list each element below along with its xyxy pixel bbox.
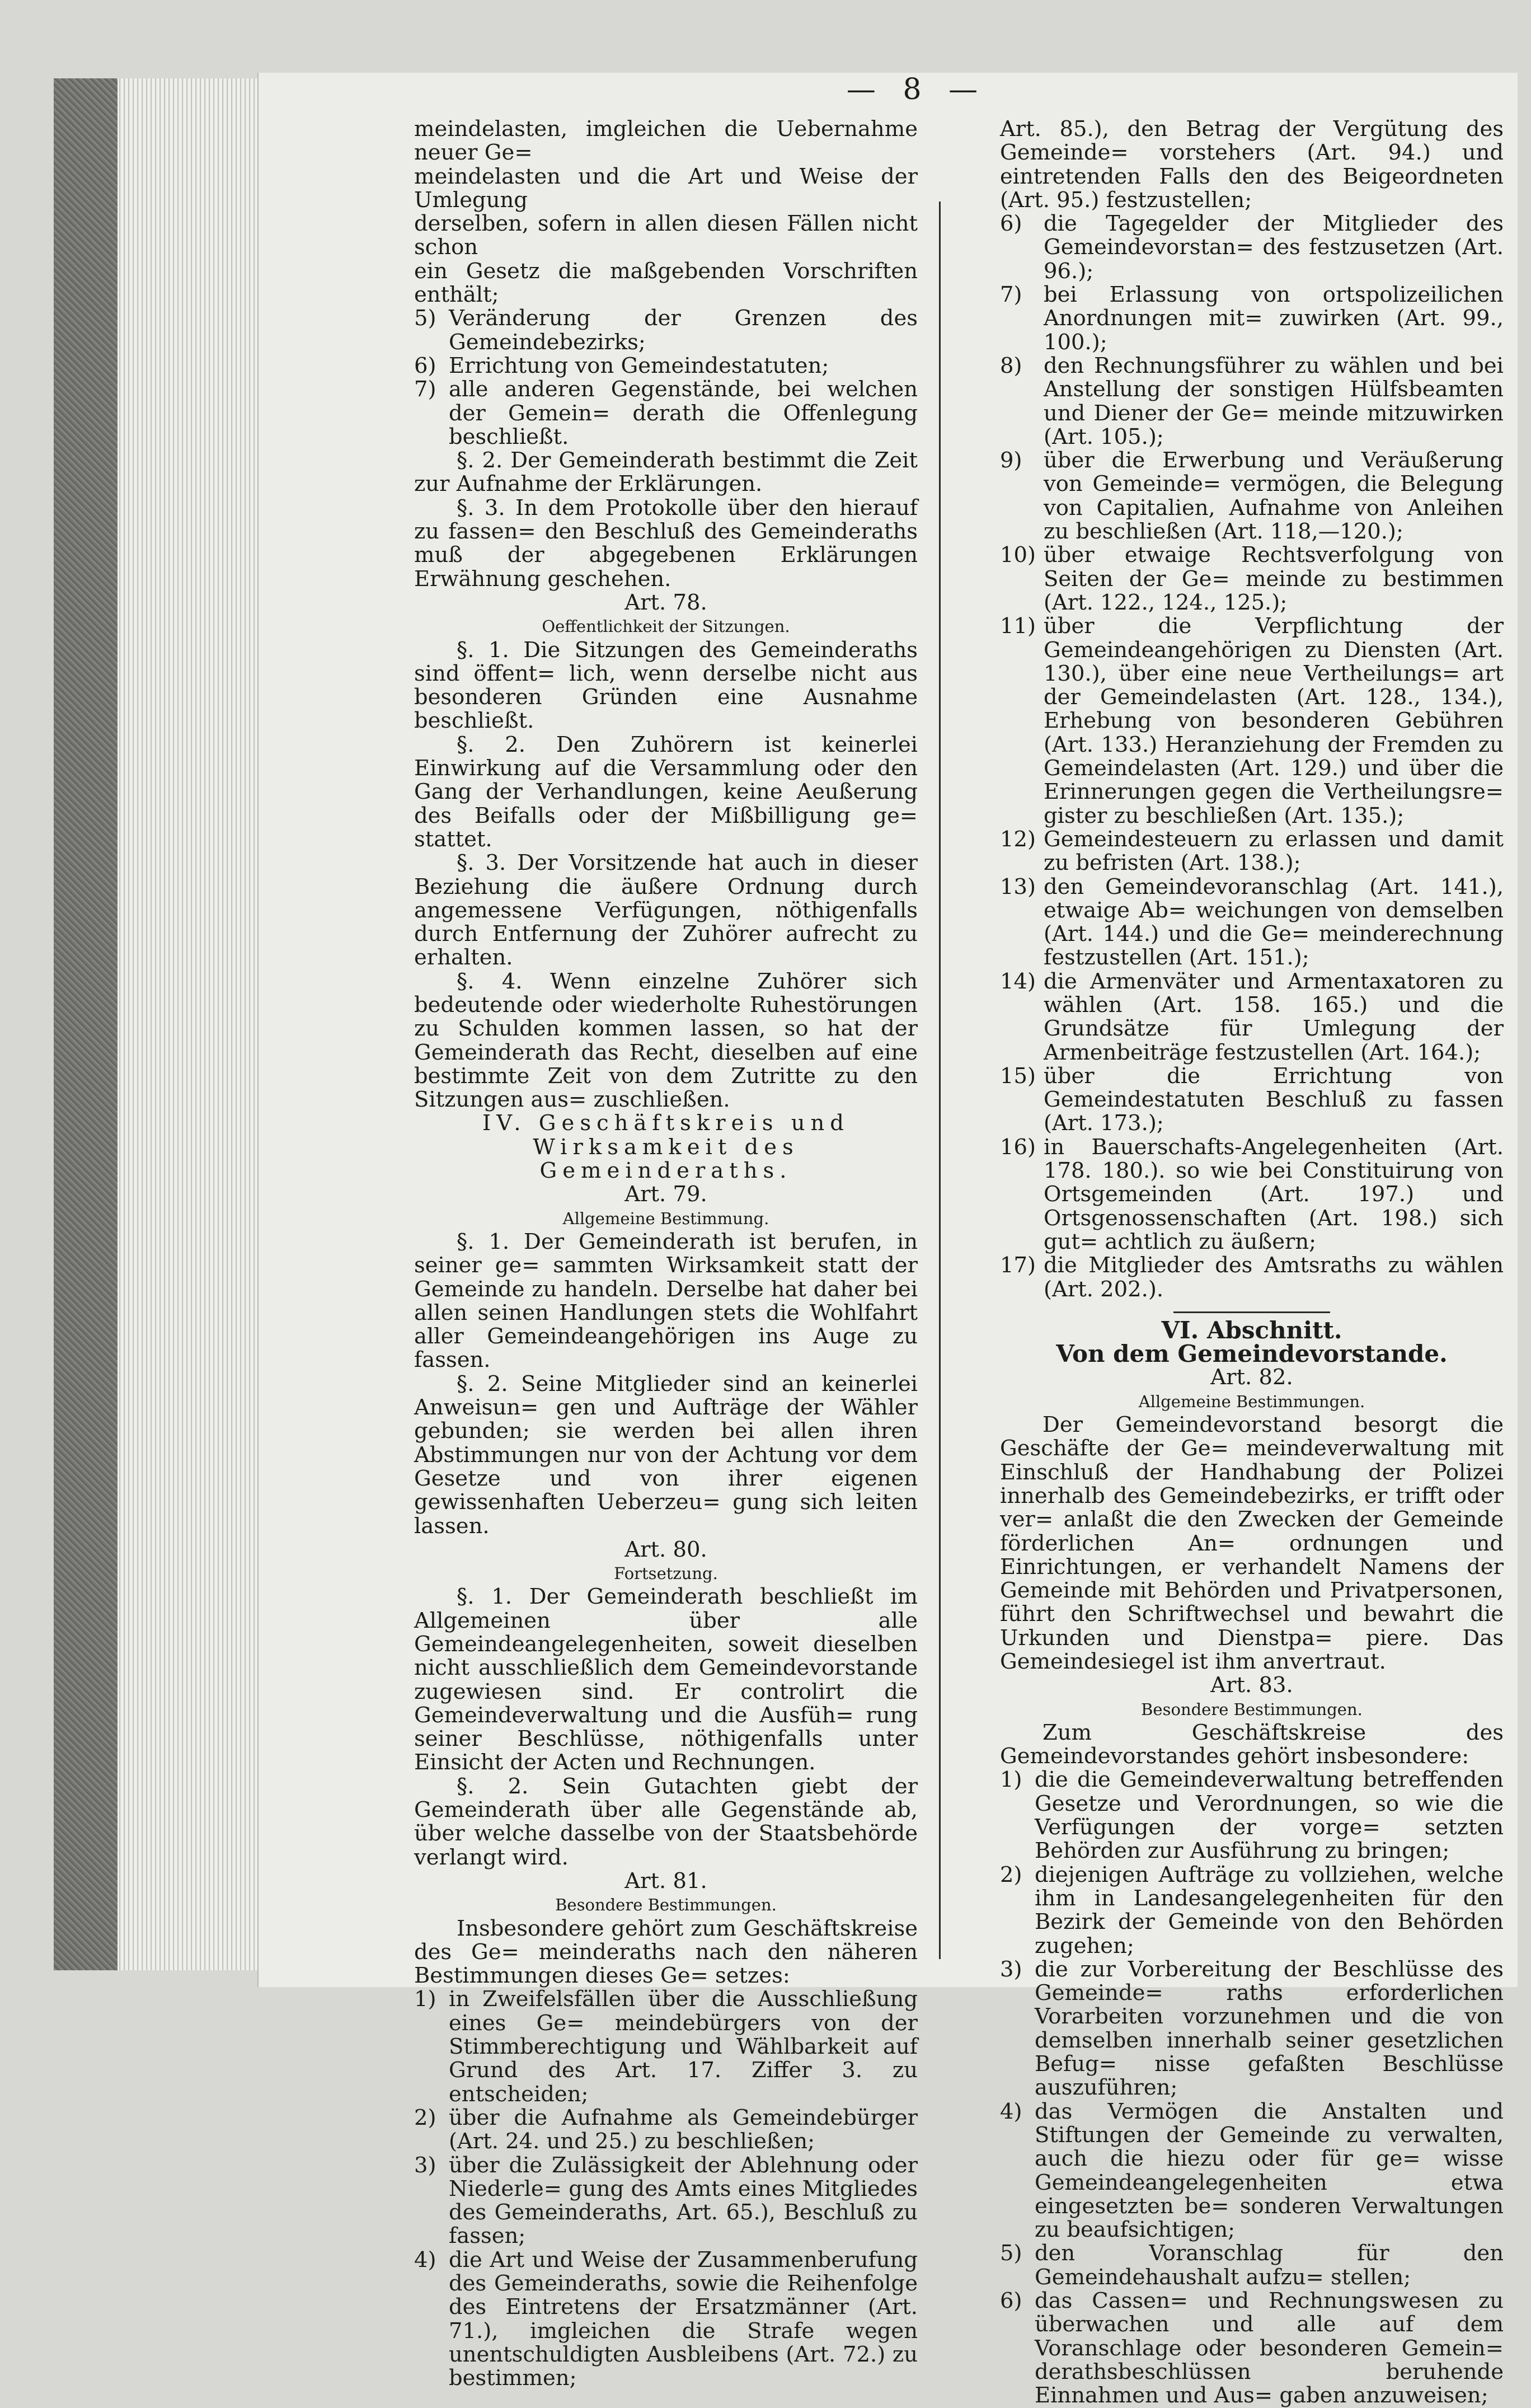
paragraph: §. 2. Der Gemeinderath bestimmt die Zeit zur Aufnahme der Erklärungen. [414, 448, 918, 497]
paragraph: §. 4. Wenn einzelne Zuhörer sich bedeutende oder wiederholte Ruhestörungen zu Schulden kommen lassen, so hat der Gemeinderath das Recht, dieselben auf eine bestimmte Zeit von dem Zutritte zu den Sitzungen aus= zuschließen. [414, 968, 918, 1113]
item-number: 8) [1000, 353, 1022, 378]
list-item [1000, 1863, 1504, 1958]
item-text: das Cassen= und Rechnungswesen zu überwachen und alle auf dem Voranschlage oder besonderen Gemein= derathsbeschlüssen beruhende Einnahmen und Aus= gaben anzuweisen; [1035, 2288, 1504, 2408]
list-item [414, 378, 918, 449]
item-text: über etwaige Rechtsverfolgung von Seiten der Ge= meinde zu bestimmen (Art. 122., 124., 125.); [1044, 542, 1504, 615]
item-text: Errichtung von Gemeindestatuten; [449, 353, 829, 378]
list-item [414, 2106, 918, 2154]
item-text: bei Erlassung von ortspolizeilichen Anordnungen mit= zuwirken (Art. 99., 100.); [1044, 282, 1504, 355]
item-text: den Voranschlag für den Gemeindehaushalt aufzu= stellen; [1035, 2241, 1504, 2290]
list-item [1000, 354, 1504, 449]
list-item [1000, 1958, 1504, 2100]
item-number: 4) [414, 2247, 436, 2273]
list-item [1000, 970, 1504, 1065]
item-text: die Armenväter und Armentaxatoren zu wählen (Art. 158. 165.) und die Grundsätze für Umlegung der Armenbeiträge festzustellen (Art. 164.); [1044, 968, 1504, 1065]
item-number: 2) [414, 2105, 436, 2130]
item-text: über die Zulässigkeit der Ablehnung oder Niederle= gung des Amts eines Mitgliedes des Gemeinderaths, Art. 65.), Beschluß zu fassen; [449, 2152, 918, 2249]
text-line: meindelasten, imgleichen die Uebernahme neuer Ge= [414, 116, 918, 166]
item-number: 3) [1000, 1956, 1022, 1982]
item-number: 16) [1000, 1134, 1036, 1160]
text-line: ein Gesetz die maßgebenden Vorschriften enthält; [414, 258, 918, 308]
list-item [1000, 1768, 1504, 1863]
article-heading: Art. 82. [1210, 1365, 1293, 1390]
article-subheading: Fortsetzung. [614, 1564, 718, 1584]
item-text: die die Gemeindeverwaltung betreffenden Gesetze und Verordnungen, so wie die Verfügungen der vorge= setzten Behörden zur Ausführung zu bringen; [1035, 1767, 1504, 1864]
paragraph: Zum Geschäftskreise des Gemeindevorstandes gehört insbesondere: [1000, 1720, 1504, 1769]
item-number: 6) [414, 353, 436, 378]
section-title: Von dem Gemeindevorstande. [1056, 1340, 1448, 1368]
paragraph: §. 3. Der Vorsitzende hat auch in dieser Beziehung die äußere Ordnung durch angemessene Verfügungen, nöthigenfalls durch Entfernung der Zuhörer aufrecht zu erhalten. [414, 850, 918, 971]
item-number: 3) [414, 2152, 436, 2178]
page-number: — 8 — [846, 73, 987, 106]
book-spine [54, 78, 122, 1970]
list-item [1000, 1254, 1504, 1301]
item-text: in Zweifelsfällen über die Ausschließung eines Ge= meindebürgers von der Stimmberechtigung und Wählbarkeit auf Grund des Art. 17. Ziffer 3. zu entscheiden; [449, 1987, 918, 2107]
item-number: 14) [1000, 968, 1036, 994]
list-item [414, 2248, 918, 2391]
paragraph: §. 1. Der Gemeinderath ist berufen, in seiner ge= sammten Wirksamkeit statt der Gemeinde zu handeln. Derselbe hat daher bei allen seinen Handlungen stets die Wohlfahrt aller Gemeindeangehörigen ins Auge zu fassen. [414, 1229, 918, 1373]
item-text: über die Verpflichtung der Gemeindeangehörigen zu Diensten (Art. 130.), über eine neue Vertheilungs= art der Gemeindelasten (Art. 128., 134.), Erhebung von besonderen Gebühren (Art. 133.) Heranziehung der Fremden zu Gemeindelasten (Art. 129.) und über die Erinnerungen gegen die Vertheilungsre= gister zu beschließen (Art. 135.); [1044, 613, 1504, 828]
list-item [1000, 449, 1504, 544]
paragraph: §. 1. Die Sitzungen des Gemeinderaths sind öffent= lich, wenn derselbe nicht aus besonderen Gründen eine Ausnahme beschließt. [414, 637, 918, 734]
section-heading: VI. Abschnitt. [1161, 1316, 1342, 1344]
item-text: den Rechnungsführer zu wählen und bei Anstellung der sonstigen Hülfsbeamten und Diener der Ge= meinde mitzuwirken (Art. 105.); [1044, 353, 1504, 449]
item-text: den Gemeindevoranschlag (Art. 141.), etwaige Ab= weichungen von demselben (Art. 144.) und die Ge= meinderechnung festzustellen (Art. 151.); [1044, 874, 1504, 971]
paragraph: Art. 85.), den Betrag der Vergütung des Gemeinde= vorstehers (Art. 94.) und eintretenden Falls den des Beigeordneten (Art. 95.) festzustellen; [1000, 116, 1504, 213]
item-number: 15) [1000, 1063, 1036, 1089]
item-text: die zur Vorbereitung der Beschlüsse des Gemeinde= raths erforderlichen Vorarbeiten vorzunehmen und die von demselben innerhalb seiner gesetzlichen Befug= nisse gefaßten Beschlüsse auszuführen; [1035, 1956, 1504, 2101]
article-subheading: Allgemeine Bestimmung. [562, 1208, 769, 1228]
item-text: Gemeindesteuern zu erlassen und damit zu befristen (Art. 138.); [1044, 826, 1504, 876]
article-heading: Art. 83. [1210, 1673, 1293, 1698]
item-text: das Vermögen die Anstalten und Stiftungen der Gemeinde zu verwalten, auch die hiezu oder für ge= wisse Gemeindeangelegenheiten etwa eingesetzten be= sonderen Verwaltungen zu beaufsichtigen; [1035, 2098, 1504, 2243]
paragraph: §. 1. Der Gemeinderath beschließt im Allgemeinen über alle Gemeindeangelegenheiten, soweit dieselben nicht ausschließlich dem Gemeindevorstande zugewiesen sind. Er controlirt die Gemeindeverwaltung und die Ausfüh= rung seiner Beschlüsse, nöthigenfalls unter Einsicht der Acten und Rechnungen. [414, 1584, 918, 1775]
paragraph: §. 3. In dem Protokolle über den hierauf zu fassen= den Beschluß des Gemeinderaths muß der abgegebenen Erklärungen Erwähnung geschehen. [414, 495, 918, 592]
item-text: diejenigen Aufträge zu vollziehen, welche ihm in Landesangelegenheiten für den Bezirk der Gemeinde von den Behörden zugehen; [1035, 1862, 1504, 1959]
article-subheading: Besondere Bestimmungen. [555, 1895, 777, 1915]
list-item [414, 2154, 918, 2248]
article-heading: Art. 79. [624, 1182, 707, 1207]
text-line: meindelasten und die Art und Weise der Umlegung [414, 163, 918, 213]
item-text: über die Errichtung von Gemeindestatuten Beschluß zu fassen (Art. 173.); [1044, 1063, 1504, 1136]
item-number: 6) [1000, 211, 1022, 237]
item-number: 7) [1000, 282, 1022, 308]
section-heading: Gemeinderaths. [539, 1158, 792, 1184]
item-number: 5) [414, 306, 436, 331]
section-heading: IV. Geschäftskreis und Wirksamkeit des [482, 1111, 849, 1160]
article-subheading: Oeffentlichkeit der Sitzungen. [542, 617, 790, 636]
list-item [414, 1988, 918, 2106]
item-number: 12) [1000, 826, 1036, 852]
item-number: 11) [1000, 613, 1036, 639]
paragraph: Insbesondere gehört zum Geschäftskreise des Ge= meinderaths nach den näheren Bestimmungen dieses Ge= setzes: [414, 1915, 918, 1989]
item-number: 17) [1000, 1253, 1036, 1278]
item-text: die Art und Weise der Zusammenberufung des Gemeinderaths, sowie die Reihenfolge des Eintretens der Ersatzmänner (Art. 71.), imgleichen die Strafe wegen unentschuldigten Ausbleibens (Art. 72.) zu bestimmen; [449, 2247, 918, 2391]
list-item [1000, 1136, 1504, 1254]
section-rule [1173, 1311, 1330, 1313]
item-number: 6) [1000, 2288, 1022, 2314]
item-number: 2) [1000, 1862, 1022, 1887]
item-text: über die Aufnahme als Gemeindebürger (Art. 24. und 25.) zu beschließen; [449, 2105, 918, 2154]
list-item [1000, 212, 1504, 283]
paragraph: §. 2. Sein Gutachten giebt der Gemeinderath über alle Gegenstände ab, über welche dasselbe von der Staatsbehörde verlangt wird. [414, 1773, 918, 1870]
list-item [1000, 2289, 1504, 2407]
paragraph: §. 2. Seine Mitglieder sind an keinerlei Anweisun= gen und Aufträge der Wähler gebunden; sie werden bei allen ihren Abstimmungen nur von der Achtung vor dem Gesetze und von ihrer eigenen gewissenhaften Ueberzeu= gung sich leiten lassen. [414, 1371, 918, 1539]
list-item [1000, 615, 1504, 828]
page-stack-edge [118, 78, 263, 1970]
list-item [1000, 2100, 1504, 2242]
list-item [1000, 875, 1504, 970]
paragraph: Der Gemeindevorstand besorgt die Geschäfte der Ge= meindeverwaltung mit Einschluß der Handhabung der Polizei innerhalb des Gemeindebezirks, er trifft oder ver= anlaßt die den Zwecken der Gemeinde förderlichen An= ordnungen und Einrichtungen, er verhandelt Namens der Gemeinde mit Behörden und Privatpersonen, führt den Schriftwechsel und bewahrt die Urkunden und Dienstpa= piere. Das Gemeindesiegel ist ihm anvertraut. [1000, 1412, 1504, 1674]
list-item [414, 354, 918, 378]
text-line: derselben, sofern in allen diesen Fällen nicht schon [414, 211, 918, 260]
item-text: alle anderen Gegenstände, bei welchen der Gemein= derath die Offenlegung beschließt. [449, 377, 918, 449]
item-text: Veränderung der Grenzen des Gemeindebezirks; [449, 306, 918, 355]
item-text: die Mitglieder des Amtsraths zu wählen (Art. 202.). [1044, 1253, 1504, 1302]
list-item [1000, 283, 1504, 354]
list-item [414, 307, 918, 354]
item-number: 1) [1000, 1767, 1022, 1793]
item-number: 4) [1000, 2098, 1022, 2124]
item-text: in Bauerschafts-Angelegenheiten (Art. 178. 180.). so wie bei Constituirung von Ortsgemeinden (Art. 197.) und Ortsgenossenschaften (Art. 198.) sich gut= achtlich zu äußern; [1044, 1134, 1504, 1254]
article-subheading: Allgemeine Bestimmungen. [1138, 1392, 1365, 1411]
item-number: 7) [414, 377, 436, 402]
article-heading: Art. 80. [624, 1536, 707, 1562]
item-text: über die Erwerbung und Veräußerung von Gemeinde= vermögen, die Belegung von Capitalien, Aufnahme von Anleihen zu beschließen (Art. 118,—120.); [1044, 448, 1504, 545]
list-item [1000, 828, 1504, 875]
item-number: 1) [414, 1987, 436, 2012]
item-number: 5) [1000, 2241, 1022, 2266]
list-item [1000, 2242, 1504, 2289]
article-subheading: Besondere Bestimmungen. [1141, 1699, 1363, 1719]
item-number: 13) [1000, 874, 1036, 900]
article-heading: Art. 81. [624, 1868, 707, 1894]
item-number: 10) [1000, 542, 1036, 568]
item-number: 9) [1000, 448, 1022, 474]
list-item [1000, 544, 1504, 615]
right-column [1000, 118, 1504, 2408]
list-item [1000, 1065, 1504, 1136]
item-text: die Tagegelder der Mitglieder des Gemeindevorstan= des festzusetzen (Art. 96.); [1044, 211, 1504, 284]
column-divider [939, 202, 941, 1959]
left-column [414, 118, 918, 2391]
article-heading: Art. 78. [624, 589, 707, 615]
paragraph: §. 2. Den Zuhörern ist keinerlei Einwirkung auf die Versammlung oder den Gang der Verhandlungen, keine Aeußerung des Beifalls oder der Mißbilligung ge= stattet. [414, 732, 918, 852]
